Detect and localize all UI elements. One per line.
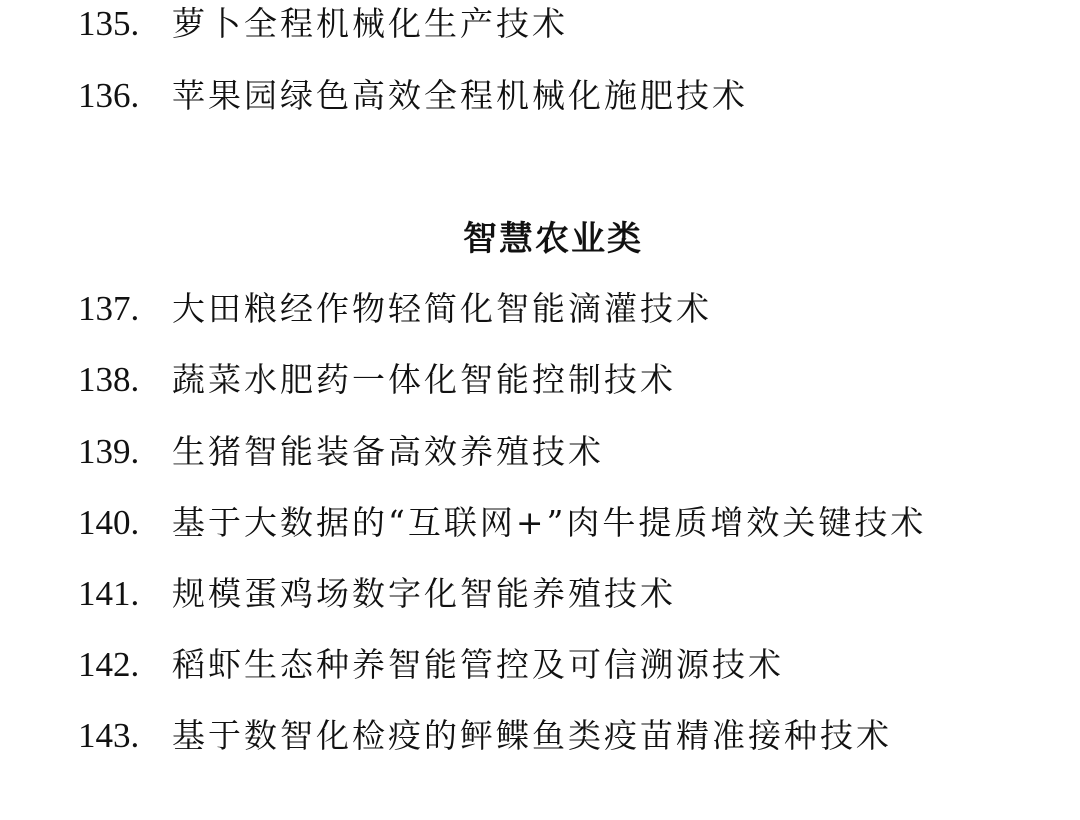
list-item [78, 430, 604, 474]
item-title: 基于数智化检疫的鲆鲽鱼类疫苗精准接种技术 [172, 716, 892, 755]
item-number: 140. [78, 503, 140, 542]
list-item [78, 74, 748, 118]
item-number: 142. [78, 645, 140, 684]
item-title: 大田粮经作物轻简化智能滴灌技术 [172, 289, 712, 328]
item-number: 137. [78, 289, 140, 328]
list-item [78, 714, 892, 758]
item-title: 稻虾生态种养智能管控及可信溯源技术 [172, 645, 784, 684]
item-number: 138. [78, 360, 140, 399]
item-title: 蔬菜水肥药一体化智能控制技术 [172, 360, 676, 399]
list-item [78, 2, 568, 46]
item-title: 生猪智能装备高效养殖技术 [172, 432, 604, 471]
list-item [78, 358, 676, 402]
item-title: 基于大数据的“互联网+”肉牛提质增效关键技术 [172, 503, 927, 542]
list-item [78, 287, 712, 331]
section-heading: 智慧农业类 [463, 219, 643, 259]
item-title: 规模蛋鸡场数字化智能养殖技术 [172, 574, 676, 613]
list-item [78, 572, 676, 616]
item-title: 苹果园绿色高效全程机械化施肥技术 [172, 76, 748, 115]
list-item [78, 643, 784, 687]
item-number: 139. [78, 432, 140, 471]
item-title: 萝卜全程机械化生产技术 [172, 4, 568, 43]
item-number: 141. [78, 574, 140, 613]
item-number: 136. [78, 76, 140, 115]
list-item [78, 501, 926, 545]
item-number: 135. [78, 4, 140, 43]
item-number: 143. [78, 716, 140, 755]
